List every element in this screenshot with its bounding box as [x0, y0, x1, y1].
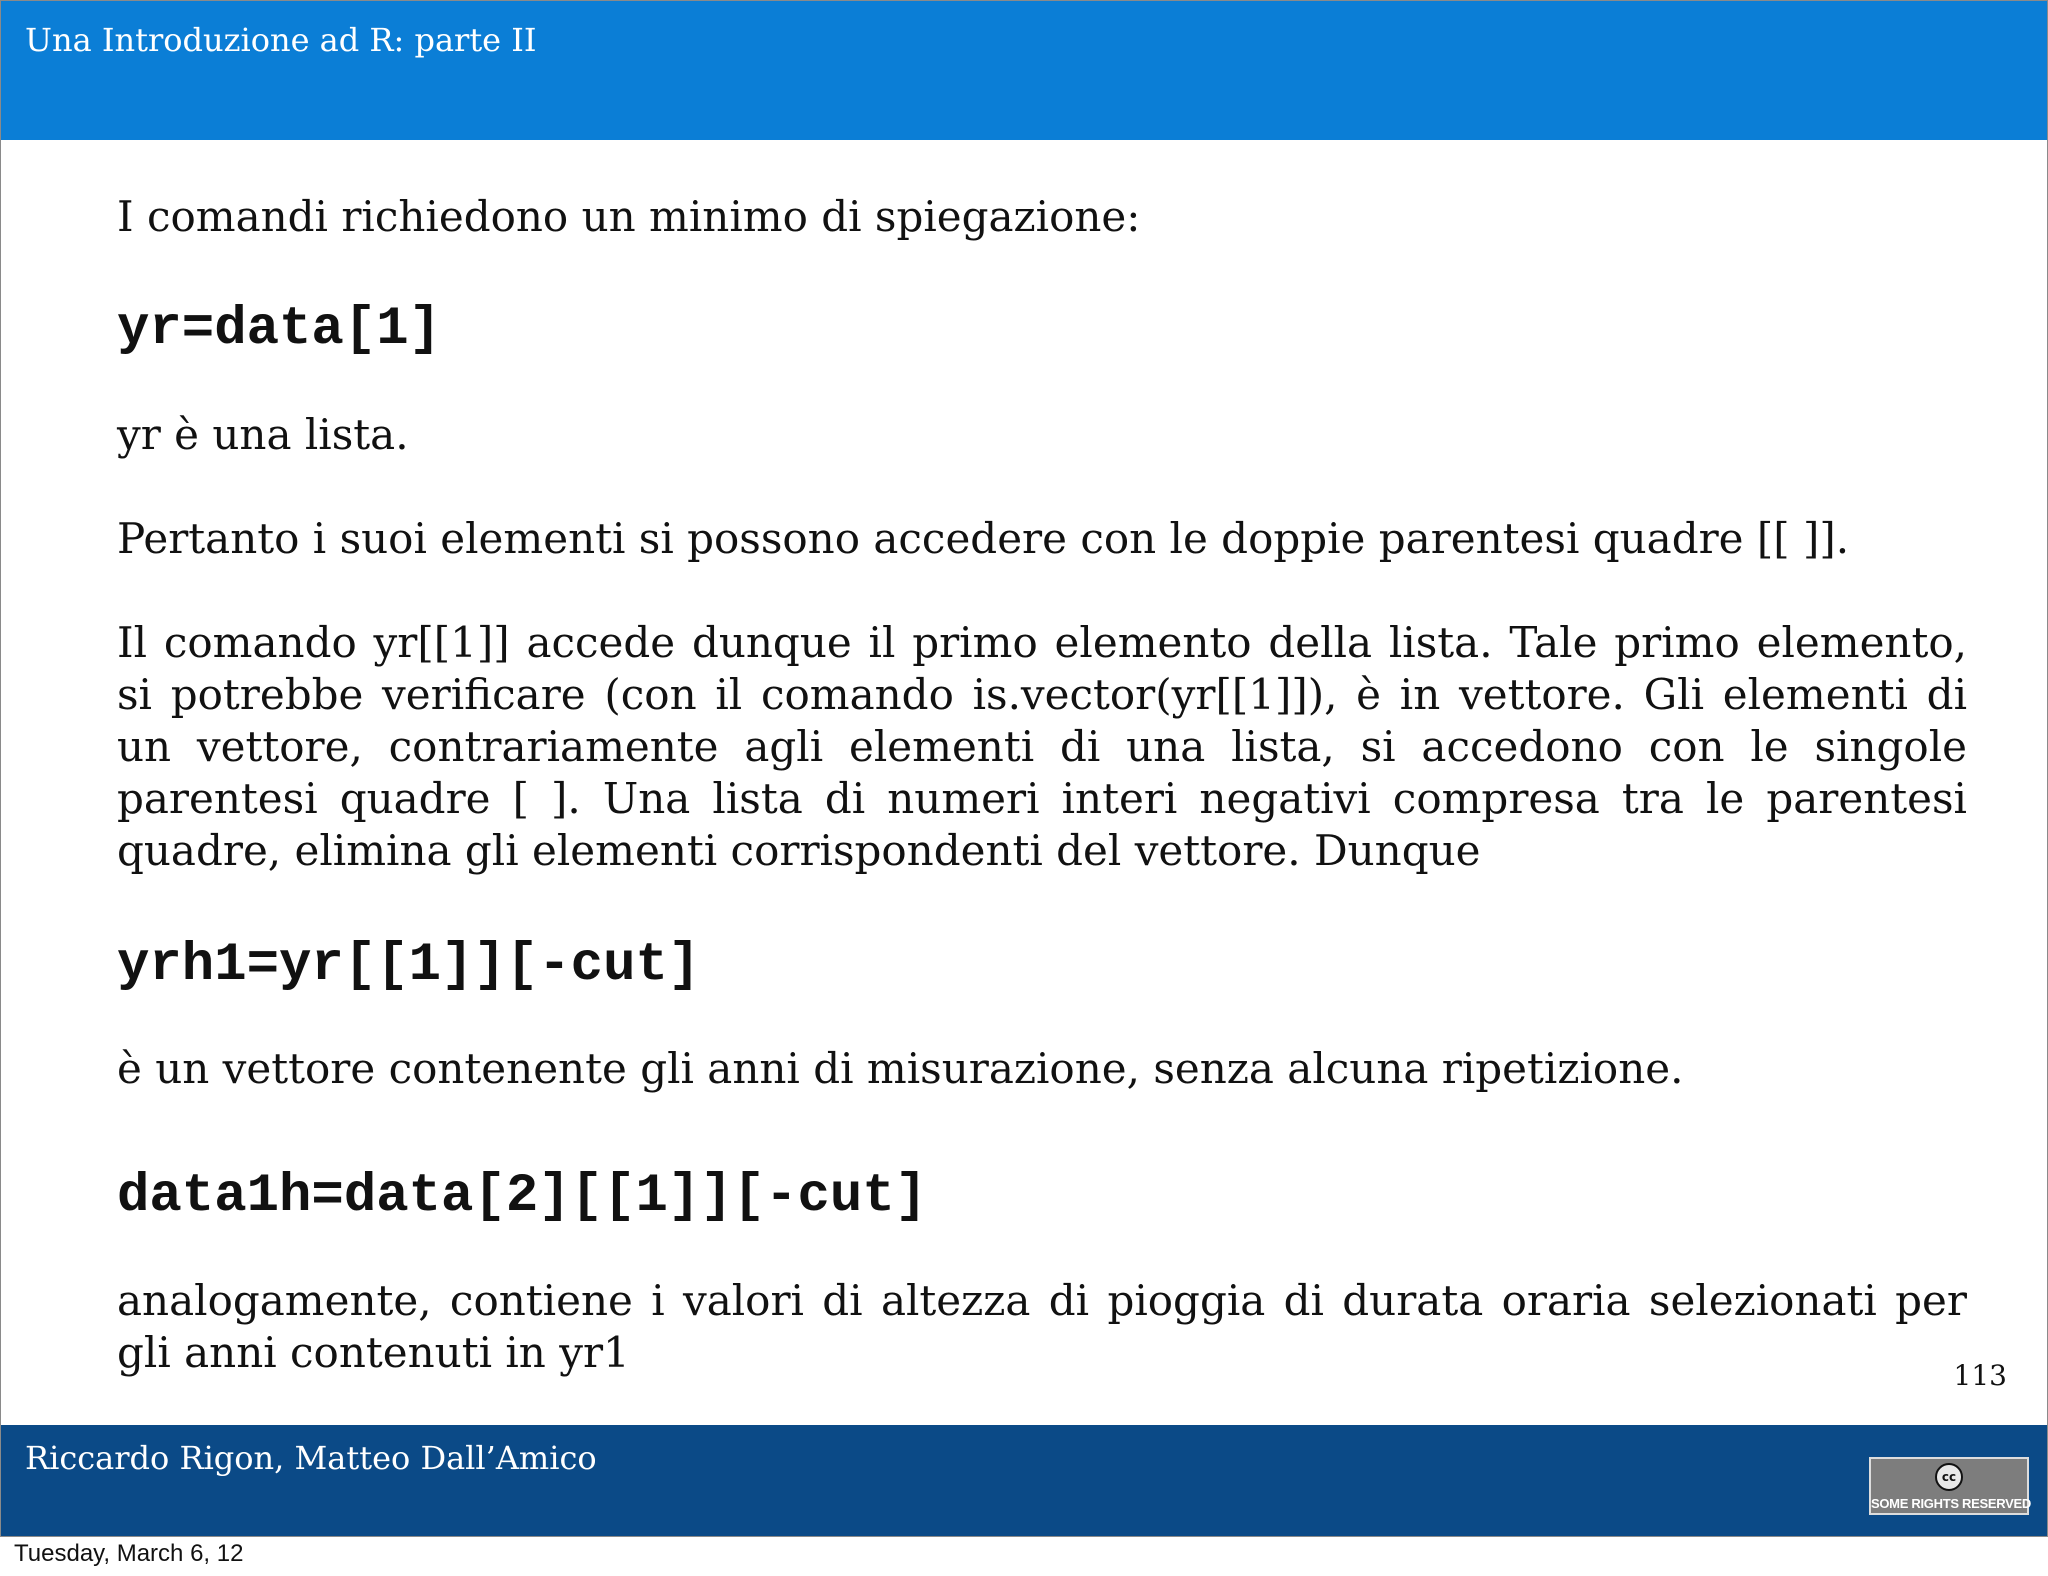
- slide-footer: [1, 1425, 2047, 1536]
- date-stamp: Tuesday, March 6, 12: [14, 1540, 244, 1567]
- paragraph-yr-list: yr è una lista.: [117, 410, 409, 459]
- paragraph-data1h-description: analogamente, contiene i valori di altezza di pioggia di durata oraria selezionati per gli anni contenuti in yr1: [117, 1276, 1967, 1377]
- code-line-yrh1: yrh1=yr[[1]][-cut]: [117, 935, 701, 996]
- paragraph-yrh1-description: è un vettore contenente gli anni di misurazione, senza alcuna ripetizione.: [117, 1044, 1684, 1093]
- intro-text: I comandi richiedono un minimo di spiegazione:: [117, 192, 1141, 241]
- code-line-yr: yr=data[1]: [117, 299, 442, 360]
- cc-icon: cc: [1935, 1463, 1963, 1491]
- page-number: 113: [1953, 1359, 2007, 1392]
- paragraph-vector-explanation: Il comando yr[[1]] accede dunque il primo elemento della lista. Tale primo elemento, si potrebbe verificare (con il comando is.vector(yr[[1]]), è in vettore. Gli elementi di un vettore, contrariamente agli elementi di una lista, si accedono con le singole parentesi quadre [ ]. Una lista di numeri interi negativi compresa tra le parentesi quadre, elimina gli elementi corrispondenti del vettore. Dunque: [117, 618, 1967, 875]
- slide-header: [1, 1, 2047, 140]
- code-line-data1h: data1h=data[2][[1]][-cut]: [117, 1166, 928, 1227]
- footer-authors: Riccardo Rigon, Matteo Dall’Amico: [25, 1439, 597, 1477]
- slide-title: Una Introduzione ad R: parte II: [25, 21, 537, 59]
- license-text: SOME RIGHTS RESERVED: [1871, 1496, 2031, 1511]
- creative-commons-badge[interactable]: [1869, 1457, 2029, 1515]
- paragraph-double-brackets: Pertanto i suoi elementi si possono accedere con le doppie parentesi quadre [[ ]].: [117, 514, 1850, 563]
